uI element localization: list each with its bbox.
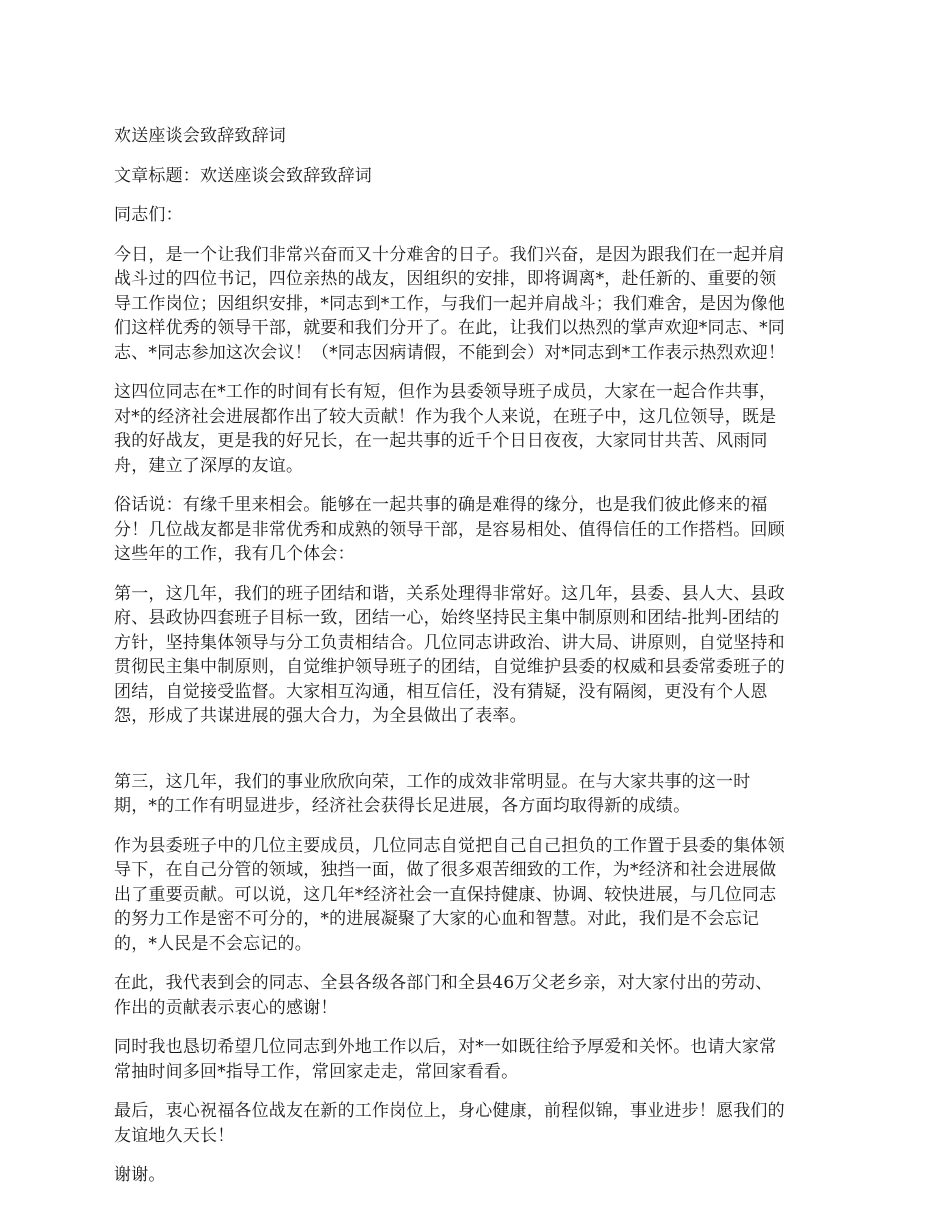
paragraph-friendship: 俗话说：有缘千里来相会。能够在一起共事的确是难得的缘分，也是我们彼此修来的福 分！几位战友都是非常优秀和成熟的领导干部，是容易相处、值得信任的工作搭档。回顾 这些年的工作，我有几个体会： [114,495,785,564]
paragraph-first-point: 第一，这几年，我们的班子团结和谐，关系处理得非常好。这几年，县委、县人大、县政 府、县政协四套班子目标一致，团结一心，始终坚持民主集中制原则和团结-批判-团结的 方针，坚持集体领导与分工负责相结合。几位同志讲政治、讲大局、讲原则，自觉坚持和 贯彻民主集中制原则，自觉维护领导班子的团结，自觉维护县委的权威和县委常委班子的 团结，自觉接受监督。大家相互沟通，相互信任，没有猜疑，没有隔阂，更没有个人恩 怨，形成了共谋进展的强大合力，为全县做出了表率。 [114,583,785,726]
paragraph-contribution: 这四位同志在*工作的时间有长有短，但作为县委领导班子成员，大家在一起合作共事， 对*的经济社会进展都作出了较大贡献！作为我个人来说，在班子中，这几位领导，既是 我的好战友，更是我的好兄长，在一起共事的近千个日日夜夜，大家同甘共苦、风雨同 舟，建立了深厚的友谊。 [114,382,777,476]
paragraph-welcome: 今日，是一个让我们非常兴奋而又十分难舍的日子。我们兴奋，是因为跟我们在一起并肩 战斗过的四位书记，四位亲热的战友，因组织的安排，即将调离*，赴任新的、重要的领 导工作岗位；因组织安排，*同志到*工作，与我们一起并肩战斗；我们难舍，是因为像他 们这样优秀的领导干部，就要和我们分开了。在此，让我们以热烈的掌声欢迎*同志、*同 志、*同志参加这次会议！（*同志因病请假，不能到会）对*同志到*工作表示热烈欢迎！ [114,244,786,363]
salutation: 同志们： [114,205,183,225]
paragraph-third-point: 第三，这几年，我们的事业欣欣向荣，工作的成效非常明显。在与大家共事的这一时 期，*的工作有明显进步，经济社会获得长足进展，各方面均取得新的成绩。 [114,771,751,816]
paragraph-hope: 同时我也恳切希望几位同志到外地工作以后，对*一如既往给予厚爱和关怀。也请大家常 常抽时间多回*指导工作，常回家走走，常回家看看。 [114,1037,777,1082]
article-title: 文章标题：欢送座谈会致辞致辞词 [114,165,372,186]
paragraph-work-summary: 作为县委班子中的几位主要成员，几位同志自觉把自己自己担负的工作置于县委的集体领 导下，在自己分管的领域，独挡一面，做了很多艰苦细致的工作，为*经济和社会进展做 出了重要贡献。可以说，这几年*经济社会一直保持健康、协调、较快进展，与几位同志 的努力工作是密不可分的，*的进展凝聚了大家的心血和智慧。对此，我们是不会忘记 的，*人民是不会忘记的。 [114,835,785,954]
closing: 谢谢。 [114,1165,166,1185]
document-title: 欢送座谈会致辞致辞词 [114,126,286,146]
document-page [114,124,844,1188]
paragraph-thanks: 在此，我代表到会的同志、全县各级各部门和全县46万父老乡亲，对大家付出的劳动、 作出的贡献表示衷心的感谢！ [114,973,773,1018]
paragraph-blessing: 最后，衷心祝福各位战友在新的工作岗位上，身心健康，前程似锦，事业进步！愿我们的 友谊地久天长！ [114,1101,785,1146]
